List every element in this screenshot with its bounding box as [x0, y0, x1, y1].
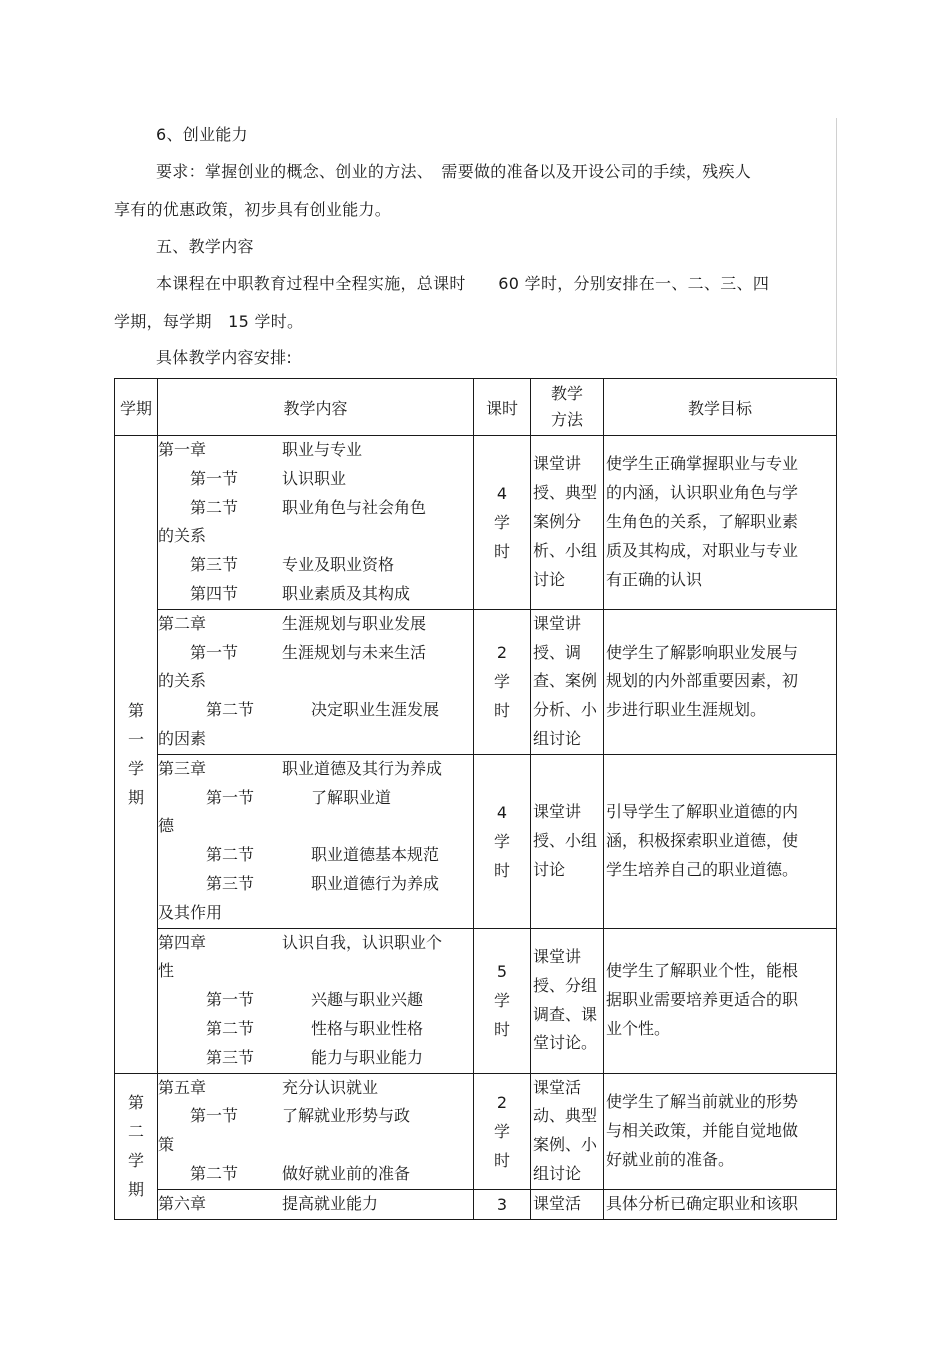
hours-cell: 4 学 时 [474, 436, 531, 610]
method-cell: 课堂讲 授、调 查、案例 分析、小 组讨论 [531, 609, 604, 754]
table-row [115, 609, 837, 754]
header-content: 教学内容 [158, 379, 474, 436]
schedule-table [114, 378, 837, 1220]
method-cell: 课堂活 动、典型 案例、小 组讨论 [531, 1073, 604, 1189]
content-cell: 第五章 充分认识就业 第一节 了解就业形势与政 策 第二节 做好就业前的准备 [158, 1073, 474, 1189]
table-header-row [115, 379, 837, 436]
header-hours: 课时 [474, 379, 531, 436]
goal-cell: 具体分析已确定职业和该职 [604, 1189, 837, 1219]
requirement-line-2: 享有的优惠政策，初步具有创业能力。 [114, 200, 392, 219]
arrangement-label: 具体教学内容安排: [156, 348, 293, 367]
content-cell: 第一章 职业与专业 第一节 认识职业 第二节 职业角色与社会角色 的关系 第三节 专业及职业资格 第四节 职业素质及其构成 [158, 436, 474, 610]
table-row [115, 1189, 837, 1219]
header-method: 教学 方法 [531, 379, 604, 436]
header-goal: 教学目标 [604, 379, 837, 436]
heading-teaching-content: 五、教学内容 [156, 237, 254, 256]
requirement-line-1: 要求：掌握创业的概念、创业的方法、 需要做的准备以及开设公司的手续，残疾人 [156, 162, 752, 181]
method-cell: 课堂活 [531, 1189, 604, 1219]
paragraph-line-2: 学期，每学期 15 学时。 [114, 312, 304, 331]
content-cell: 第二章 生涯规划与职业发展 第一节 生涯规划与未来生活 的关系 第二节 决定职业生涯发展 的因素 [158, 609, 474, 754]
method-cell: 课堂讲 授、小组 讨论 [531, 754, 604, 928]
method-cell: 课堂讲 授、典型 案例分 析、小组 讨论 [531, 436, 604, 610]
hours-cell: 2 学 时 [474, 609, 531, 754]
semester-2-cell: 第 二 学 期 [115, 1073, 158, 1219]
table-row [115, 1073, 837, 1189]
page-margin-line [836, 118, 837, 376]
method-cell: 课堂讲 授、分组 调查、课 堂讨论。 [531, 928, 604, 1073]
paragraph-line-1: 本课程在中职教育过程中全程实施，总课时 60 学时，分别安排在一、二、三、四 [156, 274, 770, 293]
table-row [115, 436, 837, 610]
hours-cell: 4 学 时 [474, 754, 531, 928]
table-row [115, 754, 837, 928]
table-row [115, 928, 837, 1073]
content-cell: 第六章 提高就业能力 [158, 1189, 474, 1219]
goal-cell: 使学生了解当前就业的形势 与相关政策，并能自觉地做 好就业前的准备。 [604, 1073, 837, 1189]
header-semester: 学期 [115, 379, 158, 436]
goal-cell: 使学生了解影响职业发展与 规划的内外部重要因素，初 步进行职业生涯规划。 [604, 609, 837, 754]
goal-cell: 引导学生了解职业道德的内 涵，积极探索职业道德，使 学生培养自己的职业道德。 [604, 754, 837, 928]
hours-cell: 2 学 时 [474, 1073, 531, 1189]
hours-cell: 5 学 时 [474, 928, 531, 1073]
goal-cell: 使学生了解职业个性，能根 据职业需要培养更适合的职 业个性。 [604, 928, 837, 1073]
semester-1-cell: 第 一 学 期 [115, 436, 158, 1074]
content-cell: 第三章 职业道德及其行为养成 第一节 了解职业道 德 第二节 职业道德基本规范 第三节 职业道德行为养成 及其作用 [158, 754, 474, 928]
goal-cell: 使学生正确掌握职业与专业 的内涵，认识职业角色与学 生角色的关系，了解职业素 质及其构成，对职业与专业 有正确的认识 [604, 436, 837, 610]
hours-cell: 3 [474, 1189, 531, 1219]
heading-entrepreneurship: 6、创业能力 [156, 125, 248, 144]
content-cell: 第四章 认识自我，认识职业个 性 第一节 兴趣与职业兴趣 第二节 性格与职业性格 第三节 能力与职业能力 [158, 928, 474, 1073]
